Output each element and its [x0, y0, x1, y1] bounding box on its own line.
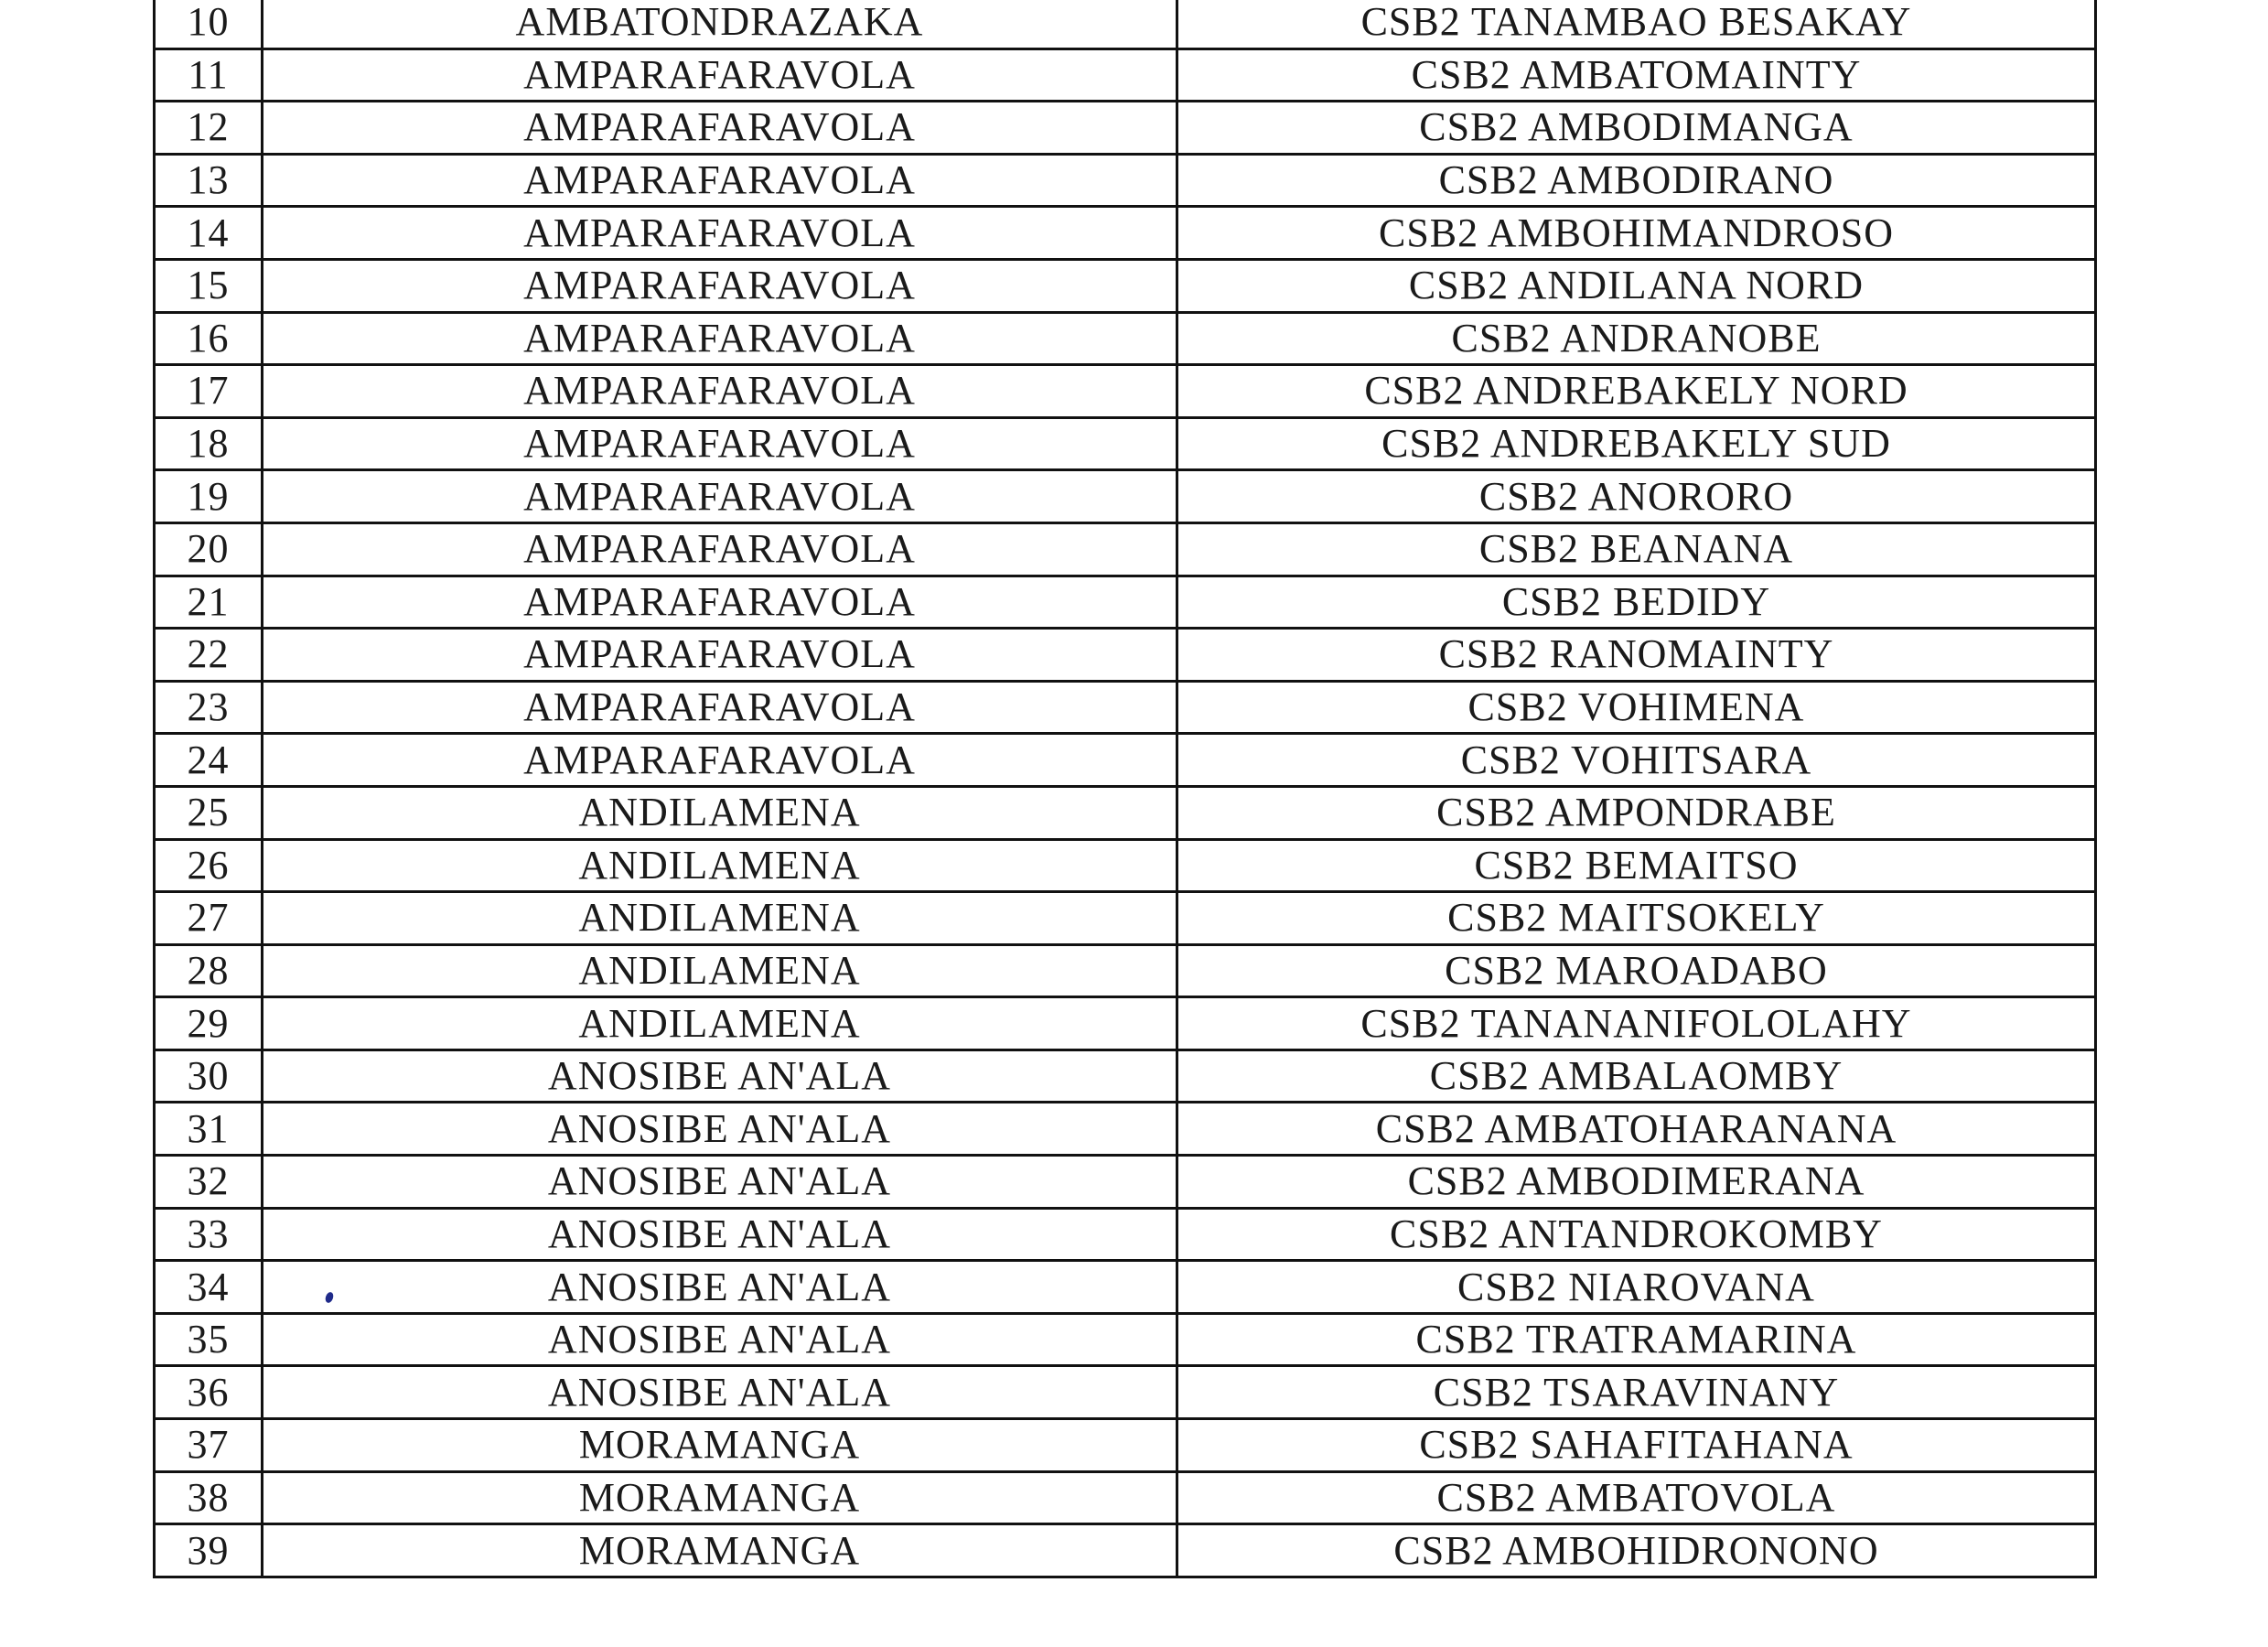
- district-name: AMPARAFARAVOLA: [263, 629, 1177, 682]
- district-name: AMPARAFARAVOLA: [263, 154, 1177, 207]
- table-row: [155, 734, 2096, 787]
- table-row: [155, 1103, 2096, 1156]
- table-row: [155, 892, 2096, 945]
- district-name: ANOSIBE AN'ALA: [263, 1050, 1177, 1103]
- district-name: ANOSIBE AN'ALA: [263, 1366, 1177, 1419]
- district-name: AMPARAFARAVOLA: [263, 312, 1177, 365]
- row-number: 35: [155, 1313, 263, 1366]
- row-number: 16: [155, 312, 263, 365]
- row-number: 19: [155, 470, 263, 523]
- table-row: [155, 944, 2096, 997]
- district-name: ANOSIBE AN'ALA: [263, 1156, 1177, 1209]
- csb-name: CSB2 AMBATOMAINTY: [1177, 48, 2096, 102]
- row-number: 26: [155, 839, 263, 892]
- table-row: [155, 839, 2096, 892]
- row-number: 18: [155, 417, 263, 470]
- csb-name: CSB2 AMBOHIMANDROSO: [1177, 207, 2096, 260]
- row-number: 11: [155, 48, 263, 102]
- csb-name: CSB2 AMPONDRABE: [1177, 786, 2096, 839]
- csb-name: CSB2 AMBALAOMBY: [1177, 1050, 2096, 1103]
- csb-name: CSB2 SAHAFITAHANA: [1177, 1419, 2096, 1472]
- table-row: [155, 997, 2096, 1050]
- district-name: MORAMANGA: [263, 1524, 1177, 1577]
- table-row: [155, 259, 2096, 312]
- row-number: 24: [155, 734, 263, 787]
- row-number: 37: [155, 1419, 263, 1472]
- table-row: [155, 365, 2096, 418]
- csb-name: CSB2 ANDRANOBE: [1177, 312, 2096, 365]
- row-number: 22: [155, 629, 263, 682]
- row-number: 32: [155, 1156, 263, 1209]
- csb-name: CSB2 NIAROVANA: [1177, 1261, 2096, 1314]
- table-row: [155, 576, 2096, 629]
- csb-name: CSB2 VOHIMENA: [1177, 681, 2096, 734]
- csb-name: CSB2 ANDILANA NORD: [1177, 259, 2096, 312]
- csb-name: CSB2 AMBOHIDRONONO: [1177, 1524, 2096, 1577]
- csb-name: CSB2 ANORORO: [1177, 470, 2096, 523]
- csb-name: CSB2 BEDIDY: [1177, 576, 2096, 629]
- csb-name: CSB2 ANDREBAKELY NORD: [1177, 365, 2096, 418]
- table-row: [155, 1313, 2096, 1366]
- row-number: 10: [155, 0, 263, 48]
- csb-name: CSB2 AMBATOVOLA: [1177, 1471, 2096, 1524]
- table-row: [155, 1471, 2096, 1524]
- row-number: 20: [155, 522, 263, 576]
- row-number: 31: [155, 1103, 263, 1156]
- row-number: 27: [155, 892, 263, 945]
- row-number: 17: [155, 365, 263, 418]
- row-number: 14: [155, 207, 263, 260]
- table-row: [155, 1524, 2096, 1577]
- district-name: AMPARAFARAVOLA: [263, 365, 1177, 418]
- district-name: ANOSIBE AN'ALA: [263, 1208, 1177, 1261]
- table-row: [155, 48, 2096, 102]
- row-number: 15: [155, 259, 263, 312]
- district-name: AMPARAFARAVOLA: [263, 48, 1177, 102]
- table-row: [155, 681, 2096, 734]
- table-row: [155, 470, 2096, 523]
- table-row: [155, 102, 2096, 155]
- district-name: AMPARAFARAVOLA: [263, 417, 1177, 470]
- csb-name: CSB2 TANANANIFOLOLAHY: [1177, 997, 2096, 1050]
- district-name: AMPARAFARAVOLA: [263, 207, 1177, 260]
- row-number: 13: [155, 154, 263, 207]
- csb-name: CSB2 ANDREBAKELY SUD: [1177, 417, 2096, 470]
- district-name: ANOSIBE AN'ALA: [263, 1313, 1177, 1366]
- district-name: AMPARAFARAVOLA: [263, 470, 1177, 523]
- row-number: 38: [155, 1471, 263, 1524]
- csb-name: CSB2 BEANANA: [1177, 522, 2096, 576]
- district-name: AMPARAFARAVOLA: [263, 102, 1177, 155]
- table-row: [155, 312, 2096, 365]
- csb-name: CSB2 ANTANDROKOMBY: [1177, 1208, 2096, 1261]
- table-row: [155, 0, 2096, 48]
- csb-name: CSB2 BEMAITSO: [1177, 839, 2096, 892]
- table-row: [155, 154, 2096, 207]
- row-number: 36: [155, 1366, 263, 1419]
- district-name: ANDILAMENA: [263, 892, 1177, 945]
- row-number: 28: [155, 944, 263, 997]
- district-name: ANDILAMENA: [263, 997, 1177, 1050]
- table-row: [155, 522, 2096, 576]
- table-row: [155, 1261, 2096, 1314]
- district-name: ANDILAMENA: [263, 786, 1177, 839]
- row-number: 29: [155, 997, 263, 1050]
- district-name: ANDILAMENA: [263, 839, 1177, 892]
- csb-name: CSB2 TRATRAMARINA: [1177, 1313, 2096, 1366]
- csb-name: CSB2 AMBODIRANO: [1177, 154, 2096, 207]
- row-number: 25: [155, 786, 263, 839]
- csb-name: CSB2 VOHITSARA: [1177, 734, 2096, 787]
- csb-name: CSB2 MAITSOKELY: [1177, 892, 2096, 945]
- row-number: 39: [155, 1524, 263, 1577]
- csb-name: CSB2 AMBODIMANGA: [1177, 102, 2096, 155]
- table-row: [155, 1366, 2096, 1419]
- table-row: [155, 417, 2096, 470]
- table-row: [155, 629, 2096, 682]
- table-row: [155, 207, 2096, 260]
- table-body: [155, 0, 2096, 1577]
- csb-name: CSB2 RANOMAINTY: [1177, 629, 2096, 682]
- csb-name: CSB2 TANAMBAO BESAKAY: [1177, 0, 2096, 48]
- row-number: 34: [155, 1261, 263, 1314]
- csb-name: CSB2 TSARAVINANY: [1177, 1366, 2096, 1419]
- district-name: AMPARAFARAVOLA: [263, 734, 1177, 787]
- district-name: AMPARAFARAVOLA: [263, 576, 1177, 629]
- district-name: ANOSIBE AN'ALA: [263, 1103, 1177, 1156]
- district-name: ANDILAMENA: [263, 944, 1177, 997]
- csb-list-table: [153, 0, 2097, 1578]
- row-number: 33: [155, 1208, 263, 1261]
- district-name: MORAMANGA: [263, 1419, 1177, 1472]
- table-row: [155, 1156, 2096, 1209]
- table-row: [155, 786, 2096, 839]
- table-row: [155, 1208, 2096, 1261]
- csb-name: CSB2 AMBATOHARANANA: [1177, 1103, 2096, 1156]
- row-number: 21: [155, 576, 263, 629]
- table-row: [155, 1419, 2096, 1472]
- csb-name: CSB2 MAROADABO: [1177, 944, 2096, 997]
- row-number: 23: [155, 681, 263, 734]
- district-name: AMPARAFARAVOLA: [263, 681, 1177, 734]
- csb-name: CSB2 AMBODIMERANA: [1177, 1156, 2096, 1209]
- district-name: ANOSIBE AN'ALA: [263, 1261, 1177, 1314]
- row-number: 30: [155, 1050, 263, 1103]
- row-number: 12: [155, 102, 263, 155]
- district-name: AMBATONDRAZAKA: [263, 0, 1177, 48]
- table-row: [155, 1050, 2096, 1103]
- district-name: AMPARAFARAVOLA: [263, 522, 1177, 576]
- district-name: MORAMANGA: [263, 1471, 1177, 1524]
- district-name: AMPARAFARAVOLA: [263, 259, 1177, 312]
